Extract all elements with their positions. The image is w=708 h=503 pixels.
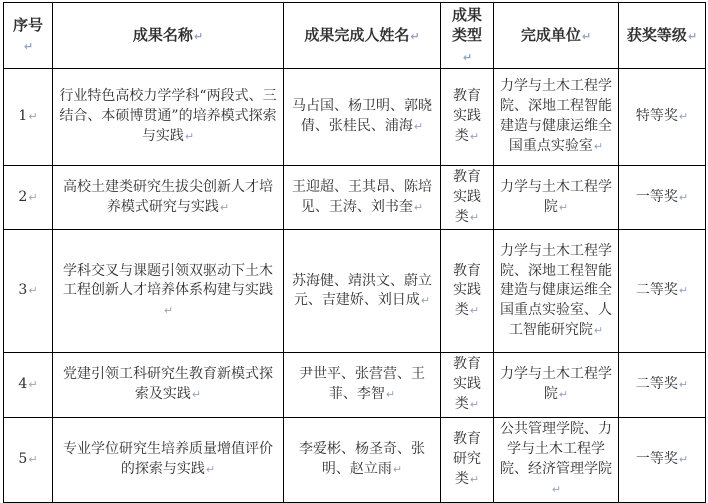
- cell-text: 苏海健、靖洪文、蔚立元、吉建娇、刘日成: [292, 272, 432, 309]
- cell-text: 力学与土木工程学院、深地工程智能建造与健康运维全国重点实验室: [500, 78, 612, 154]
- cell-unit: [494, 68, 619, 165]
- paragraph-mark-icon: ↵: [205, 462, 216, 476]
- column-header-type: [441, 3, 494, 69]
- cell-text: 5: [18, 450, 28, 467]
- paragraph-mark-icon: ↵: [28, 109, 38, 123]
- cell-unit: [494, 353, 619, 418]
- cell-text: 一等奖: [635, 188, 678, 205]
- paragraph-mark-icon: ↵: [219, 200, 230, 214]
- paragraph-mark-icon: ↵: [558, 200, 569, 214]
- cell-text: 教育研究类: [453, 430, 481, 487]
- cell-text: 2: [18, 188, 28, 205]
- paragraph-mark-icon: ↵: [420, 294, 431, 308]
- paragraph-mark-icon: ↵: [678, 284, 689, 298]
- paragraph-mark-icon: ↵: [193, 30, 204, 44]
- paragraph-mark-icon: ↵: [28, 452, 38, 466]
- paragraph-mark-icon: ↵: [469, 304, 480, 318]
- paragraph-mark-icon: ↵: [678, 190, 689, 204]
- table-row: [4, 230, 706, 353]
- cell-people: [284, 418, 441, 503]
- cell-type: [441, 68, 494, 165]
- column-header-label: 成果完成人姓名: [304, 26, 410, 45]
- paragraph-mark-icon: ↵: [581, 30, 592, 44]
- cell-text: 二等奖: [635, 376, 678, 393]
- column-header-people: [284, 3, 441, 69]
- paragraph-mark-icon: ↵: [678, 452, 689, 466]
- paragraph-mark-icon: ↵: [410, 30, 420, 44]
- cell-text: 4: [18, 376, 28, 393]
- column-header-label: 完成单位: [520, 26, 581, 45]
- paragraph-mark-icon: ↵: [28, 284, 38, 298]
- paragraph-mark-icon: ↵: [163, 304, 174, 318]
- paragraph-mark-icon: ↵: [28, 190, 38, 204]
- paragraph-mark-icon: ↵: [687, 30, 698, 44]
- column-header-label: 成果类型: [451, 6, 482, 45]
- paragraph-mark-icon: ↵: [413, 200, 424, 214]
- column-header-label: 成果名称: [132, 26, 193, 45]
- cell-text: 3: [18, 282, 28, 299]
- cell-text: 党建引领工科研究生教育新模式探索及实践: [63, 366, 273, 403]
- cell-name: [53, 418, 284, 503]
- paragraph-mark-icon: ↵: [392, 462, 403, 476]
- cell-unit: [494, 418, 619, 503]
- paragraph-mark-icon: ↵: [678, 109, 689, 123]
- cell-no: [4, 165, 53, 230]
- cell-name: [53, 68, 284, 165]
- header-row: [4, 3, 706, 69]
- cell-text: 1: [18, 107, 28, 124]
- table-row: [4, 418, 706, 503]
- cell-people: [284, 353, 441, 418]
- paragraph-mark-icon: ↵: [191, 388, 202, 402]
- column-header-unit: [494, 3, 619, 69]
- table-body: [4, 68, 706, 502]
- cell-people: [284, 230, 441, 353]
- cell-award: [619, 165, 706, 230]
- cell-type: [441, 353, 494, 418]
- cell-text: 王迎超、王其昂、陈培见、王涛、刘书奎: [292, 178, 432, 215]
- cell-type: [441, 165, 494, 230]
- cell-text: 马占国、杨卫明、郭晓倩、张桂民、浦海: [292, 97, 432, 134]
- cell-no: [4, 353, 53, 418]
- column-header-label: 序号: [12, 16, 43, 35]
- cell-award: [619, 418, 706, 503]
- cell-text: 教育实践类: [453, 87, 481, 144]
- table-row: [4, 165, 706, 230]
- cell-no: [4, 230, 53, 353]
- cell-text: 学科交叉与课题引领双驱动下土木工程创新人才培养体系构建与实践: [63, 262, 273, 299]
- cell-text: 力学与土木工程学院: [500, 366, 612, 403]
- paragraph-mark-icon: ↵: [469, 472, 480, 486]
- cell-text: 公共管理学院、力学与土木工程学院、经济管理学院: [500, 421, 612, 477]
- paragraph-mark-icon: ↵: [469, 210, 480, 224]
- cell-text: 力学与土木工程学院: [500, 178, 612, 215]
- cell-unit: [494, 230, 619, 353]
- paragraph-mark-icon: ↵: [28, 378, 38, 392]
- cell-text: 特等奖: [635, 107, 678, 124]
- paragraph-mark-icon: ↵: [593, 139, 604, 153]
- paragraph-mark-icon: ↵: [23, 40, 34, 54]
- column-header-award: [619, 3, 706, 69]
- paragraph-mark-icon: ↵: [551, 482, 562, 496]
- paragraph-mark-icon: ↵: [558, 388, 569, 402]
- paragraph-mark-icon: ↵: [469, 129, 480, 143]
- cell-award: [619, 353, 706, 418]
- cell-no: [4, 418, 53, 503]
- cell-type: [441, 418, 494, 503]
- cell-name: [53, 353, 284, 418]
- paragraph-mark-icon: ↵: [593, 324, 604, 338]
- cell-text: 尹世平、张营营、王菲、李智: [299, 366, 425, 403]
- cell-people: [284, 68, 441, 165]
- awards-table: [3, 2, 706, 503]
- column-header-label: 获奖等级: [626, 26, 687, 45]
- paragraph-mark-icon: ↵: [469, 398, 480, 412]
- cell-text: 力学与土木工程学院、深地工程智能建造与健康运维全国重点实验室、人工智能研究院: [500, 242, 612, 339]
- cell-text: 行业特色高校力学学科“两段式、三结合、本硕博贯通”的培养模式探索与实践: [59, 87, 277, 144]
- cell-name: [53, 165, 284, 230]
- table-row: [4, 68, 706, 165]
- column-header-no: [4, 3, 53, 69]
- cell-name: [53, 230, 284, 353]
- cell-text: 李爱彬、杨圣奇、张明、赵立雨: [299, 440, 425, 477]
- cell-text: 专业学位研究生培养质量增值评价的探索与实践: [63, 440, 273, 477]
- cell-text: 教育实践类: [453, 168, 481, 225]
- cell-award: [619, 230, 706, 353]
- paragraph-mark-icon: ↵: [184, 129, 195, 143]
- cell-award: [619, 68, 706, 165]
- paragraph-mark-icon: ↵: [678, 378, 689, 392]
- cell-people: [284, 165, 441, 230]
- cell-text: 高校土建类研究生拔尖创新人才培养模式研究与实践: [63, 178, 273, 215]
- paragraph-mark-icon: ↵: [462, 50, 473, 64]
- paragraph-mark-icon: ↵: [385, 388, 396, 402]
- cell-unit: [494, 165, 619, 230]
- paragraph-mark-icon: ↵: [413, 119, 424, 133]
- cell-text: 教育实践类: [453, 356, 481, 413]
- column-header-name: [53, 3, 284, 69]
- table-row: [4, 353, 706, 418]
- cell-no: [4, 68, 53, 165]
- cell-text: 二等奖: [635, 282, 678, 299]
- cell-type: [441, 230, 494, 353]
- cell-text: 教育实践类: [453, 262, 481, 319]
- cell-text: 一等奖: [635, 450, 678, 467]
